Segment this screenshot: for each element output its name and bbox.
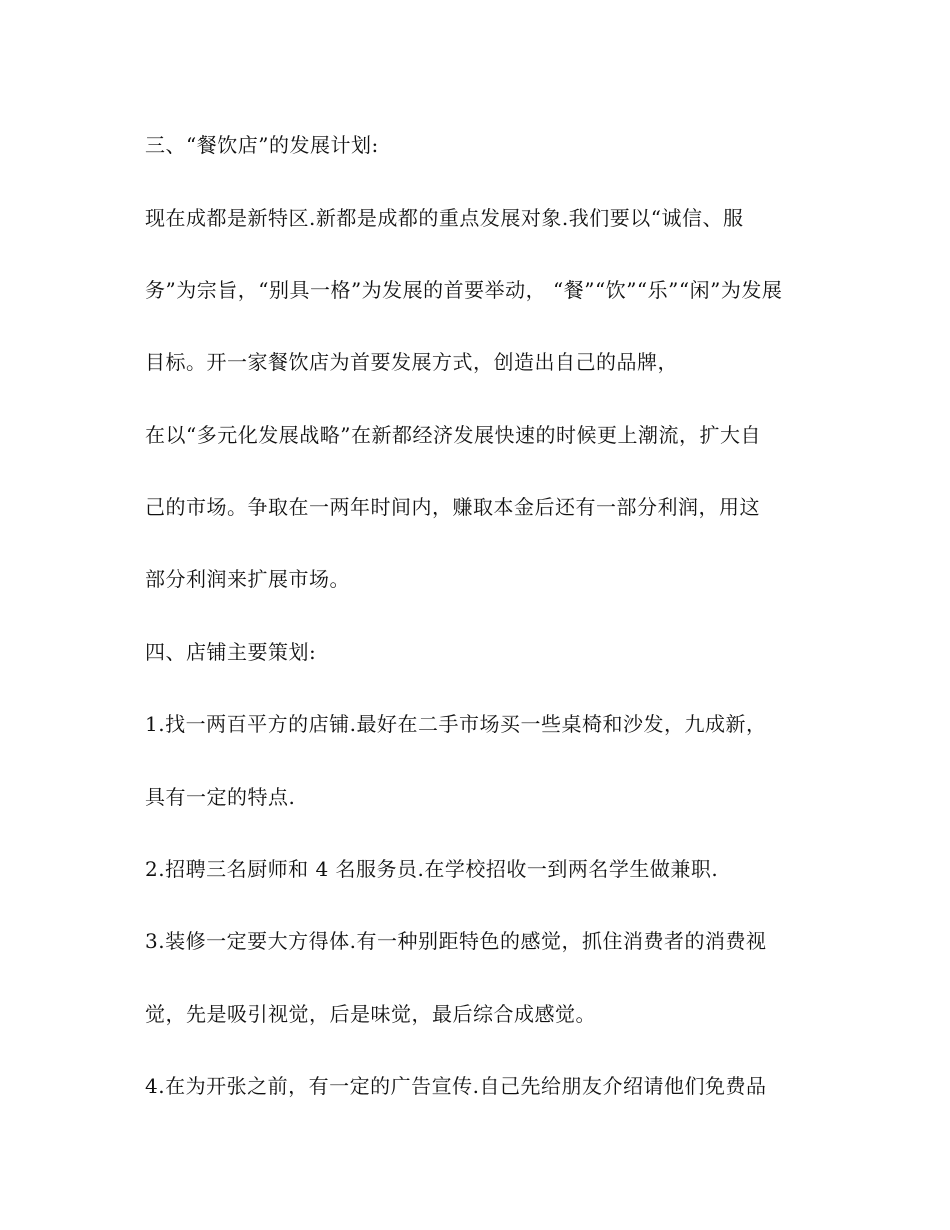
paragraph-line: 目标。开一家餐饮店为首要发展方式，创造出自己的品牌， xyxy=(145,350,678,374)
section-heading-development-plan: 三、“餐饮店”的发展计划: xyxy=(145,133,379,157)
paragraph-line: 己的市场。争取在一两年时间内，赚取本金后还有一部分利润，用这 xyxy=(145,495,760,519)
paragraph-line: 在以“多元化发展战略”在新都经济发展快速的时候更上潮流，扩大自 xyxy=(145,423,761,447)
list-item-line: 觉，先是吸引视觉，后是味觉，最后综合成感觉。 xyxy=(145,1002,596,1026)
list-item-line: 3.装修一定要大方得体.有一种别距特色的感觉，抓住消费者的消费视 xyxy=(145,929,767,953)
list-item-line: 具有一定的特点. xyxy=(145,785,296,809)
section-heading-store-planning: 四、店铺主要策划: xyxy=(145,640,317,664)
paragraph-line: 现在成都是新特区.新都是成都的重点发展对象.我们要以“诚信、服 xyxy=(145,206,744,230)
list-item-line: 4.在为开张之前，有一定的广告宣传.自己先给朋友介绍请他们免费品 xyxy=(145,1074,767,1098)
list-item-line: 1.找一两百平方的店铺.最好在二手市场买一些桌椅和沙发，九成新， xyxy=(145,712,767,736)
list-item-line: 2.招聘三名厨师和 4 名服务员.在学校招收一到两名学生做兼职. xyxy=(145,857,719,881)
paragraph-line: 务”为宗旨，“别具一格”为发展的首要举动， “餐”“饮”“乐”“闲”为发展 xyxy=(145,278,783,302)
paragraph-line: 部分利润来扩展市场。 xyxy=(145,567,350,591)
